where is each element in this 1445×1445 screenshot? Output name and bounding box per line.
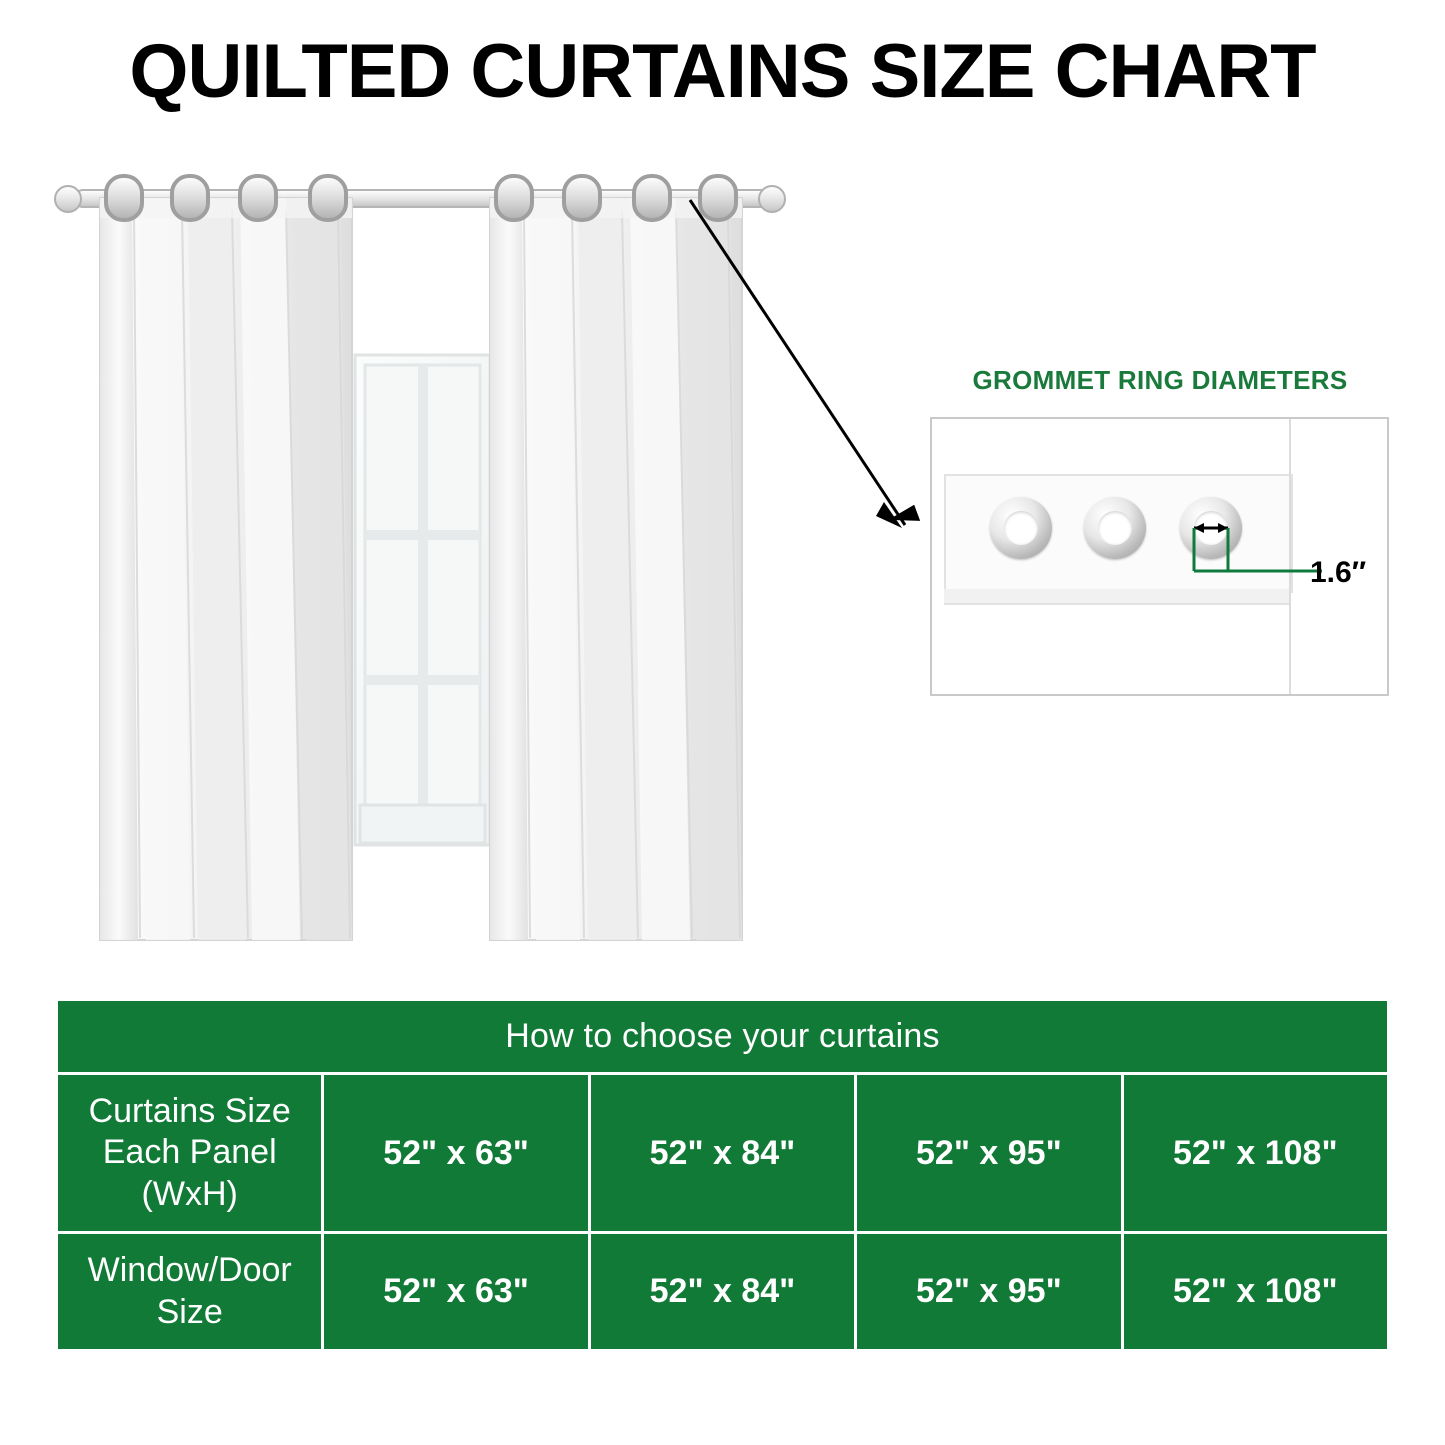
grommet-diameter-label: 1.6″ [1310,556,1367,589]
right-curtain-panel [490,198,742,940]
left-curtain-panel [100,198,352,940]
cell-curtain-size-1: 52" x 63" [323,1074,589,1233]
grommet-detail-panel [925,365,1395,705]
table-header-row [57,1000,1389,1074]
row-label-line: Size [156,1292,223,1331]
cell-window-size-3: 52" x 95" [856,1233,1122,1351]
table-row [57,1074,1389,1233]
size-table [55,998,1390,1352]
table-header-cell: How to choose your curtains [57,1000,1389,1074]
cell-curtain-size-4: 52" x 108" [1122,1074,1388,1233]
window-frame [355,355,490,845]
cell-curtain-size-3: 52" x 95" [856,1074,1122,1233]
cell-window-size-1: 52" x 63" [323,1233,589,1351]
grommet-detail-title: GROMMET RING DIAMETERS [972,365,1348,395]
row-label-line: Each Panel [102,1133,277,1172]
table-row [57,1233,1389,1351]
size-table-wrapper [55,998,1390,1352]
cell-curtain-size-2: 52" x 84" [589,1074,855,1233]
cell-window-size-2: 52" x 84" [589,1233,855,1351]
cell-window-size-4: 52" x 108" [1122,1233,1388,1351]
row-label-line: Curtains Size [88,1092,291,1130]
page-title: QUILTED CURTAINS SIZE CHART [129,29,1316,114]
row-label-curtains-size [57,1074,323,1233]
row-label-line: (WxH) [141,1174,238,1213]
row-label-window-door-size [57,1233,323,1351]
row-label-line: Window/Door [87,1251,292,1290]
